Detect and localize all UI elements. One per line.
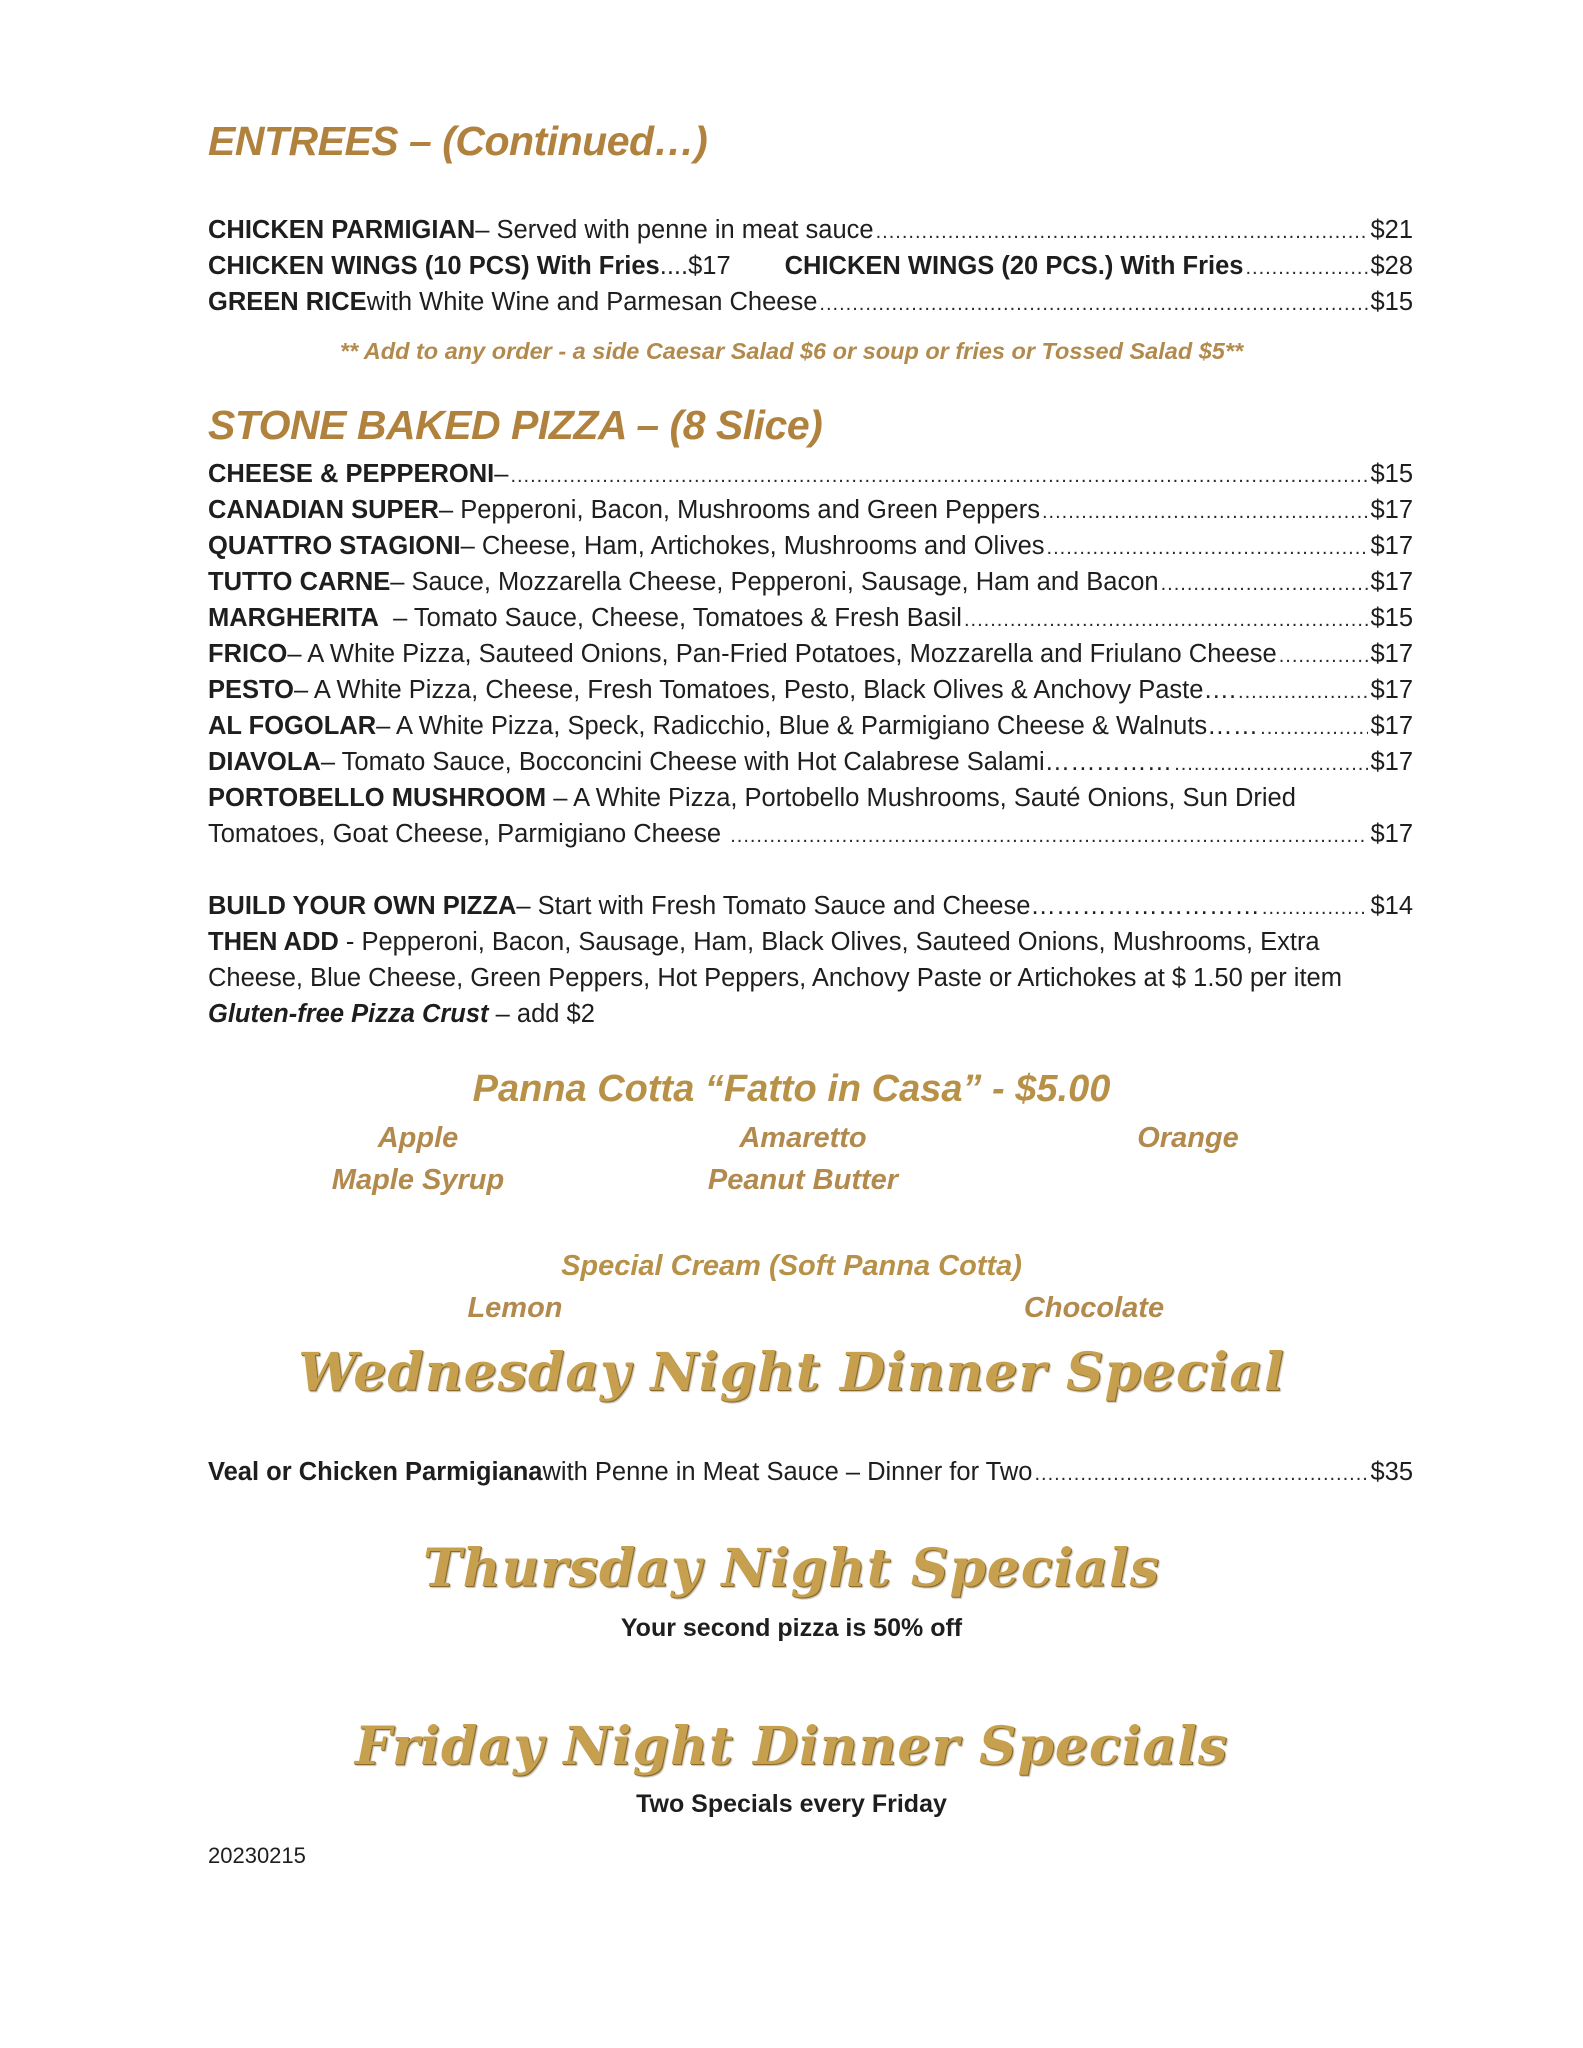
item-desc: – Tomato Sauce, Cheese, Tomatoes & Fresh Basil	[378, 604, 962, 632]
wings-small-name: CHICKEN WINGS (10 PCS) With Fries	[208, 252, 660, 280]
item-name: QUATTRO STAGIONI	[208, 532, 461, 560]
item-price: $17	[1370, 532, 1413, 560]
add-on-note: ** Add to any order - a side Caesar Salad $6 or soup or fries or Tossed Salad $5**	[339, 338, 1244, 364]
dot-leader	[1047, 530, 1369, 566]
wings-small-price: $17	[688, 252, 731, 280]
menu-item-al-fogolar	[208, 708, 1413, 744]
item-name: FRICO	[208, 640, 288, 668]
item-name: Veal or Chicken Parmigiana	[208, 1458, 543, 1486]
item-desc: with White Wine and Parmesan Cheese	[366, 288, 818, 316]
document-code: 20230215	[208, 1843, 306, 1868]
dot-leader	[1262, 890, 1369, 926]
item-price: $17	[1370, 748, 1413, 776]
then-add-text: - Pepperoni, Bacon, Sausage, Ham, Black Olives, Sauteed Onions, Mushrooms, Extra	[338, 928, 1320, 956]
item-desc: – Pepperoni, Bacon, Mushrooms and Green Peppers	[438, 496, 1040, 524]
item-name: CANADIAN SUPER	[208, 496, 439, 524]
item-price: $15	[1370, 460, 1413, 488]
item-price: $15	[1370, 288, 1413, 316]
dot-leader	[1042, 494, 1368, 530]
entrees-heading: ENTREES – (Continued…)	[208, 118, 708, 164]
item-desc: – Tomato Sauce, Bocconcini Cheese with Hot Calabrese Salami……………	[320, 748, 1173, 776]
dot-leader	[1174, 746, 1368, 782]
item-price: $14	[1370, 892, 1413, 920]
wings-large-price: $28	[1370, 252, 1413, 280]
item-name: GREEN RICE	[208, 288, 367, 316]
item-name: BUILD YOUR OWN PIZZA	[208, 892, 517, 920]
menu-item-pesto	[208, 672, 1413, 708]
flavor-maple-syrup: Maple Syrup	[331, 1164, 505, 1196]
item-name: PESTO	[208, 676, 294, 704]
flavor-amaretto: Amaretto	[739, 1122, 867, 1154]
pizza-heading: STONE BAKED PIZZA – (8 Slice)	[208, 402, 823, 448]
dot-leader	[1260, 710, 1368, 746]
flavor-apple: Apple	[377, 1122, 459, 1154]
item-desc: – A White Pizza, Speck, Radicchio, Blue & Parmigiano Cheese & Walnuts……	[376, 712, 1259, 740]
item-desc: – Served with penne in meat sauce	[475, 216, 874, 244]
item-price: $35	[1370, 1458, 1413, 1486]
item-name: AL FOGOLAR	[208, 712, 377, 740]
thursday-title: Thursday Night Specials	[422, 1538, 1161, 1599]
menu-item-green-rice	[208, 284, 1413, 320]
item-price: $17	[1370, 712, 1413, 740]
item-price: $17	[1370, 676, 1413, 704]
item-price: $15	[1370, 604, 1413, 632]
then-add-label: THEN ADD	[208, 928, 339, 956]
menu-item-tutto-carne	[208, 564, 1413, 600]
menu-item-chicken-wings	[208, 248, 1413, 284]
wings-large-name: CHICKEN WINGS (20 PCS.) With Fries	[784, 252, 1244, 280]
menu-item-canadian-super	[208, 492, 1413, 528]
then-add-line2: Cheese, Blue Cheese, Green Peppers, Hot Peppers, Anchovy Paste or Artichokes at $ 1.50 per item	[208, 964, 1342, 992]
menu-item-portobello-line1	[208, 780, 1418, 816]
gluten-free-desc: – add $2	[488, 1000, 595, 1028]
item-desc: – A White Pizza, Cheese, Fresh Tomatoes, Pesto, Black Olives & Anchovy Paste….	[293, 676, 1237, 704]
dot-leader	[1245, 250, 1368, 286]
thursday-subtitle: Your second pizza is 50% off	[620, 1614, 963, 1642]
menu-item-wednesday-special	[208, 1454, 1413, 1490]
item-price: $17	[1370, 496, 1413, 524]
panna-cotta-title: Panna Cotta “Fatto in Casa” - $5.00	[472, 1068, 1111, 1110]
flavor-orange: Orange	[1137, 1122, 1239, 1154]
menu-item-portobello-line2	[208, 816, 1413, 852]
menu-item-build-your-own	[208, 888, 1413, 924]
item-desc: – Cheese, Ham, Artichokes, Mushrooms and Olives	[460, 532, 1045, 560]
dot-leader	[730, 818, 1368, 854]
item-price: $17	[1370, 568, 1413, 596]
item-desc: – A White Pizza, Sauteed Onions, Pan-Fried Potatoes, Mozzarella and Friulano Cheese	[287, 640, 1277, 668]
item-name: CHEESE & PEPPERONI	[208, 460, 495, 488]
item-name: MARGHERITA	[208, 604, 379, 632]
dot-leader	[964, 602, 1368, 638]
flavor-peanut-butter: Peanut Butter	[707, 1164, 899, 1196]
dot-leader	[510, 458, 1368, 494]
menu-item-margherita	[208, 600, 1413, 636]
item-name: DIAVOLA	[208, 748, 321, 776]
item-desc: – Sauce, Mozzarella Cheese, Pepperoni, Sausage, Ham and Bacon	[390, 568, 1159, 596]
dot-leader	[876, 214, 1369, 250]
item-price: $17	[1370, 820, 1413, 848]
menu-item-quattro-stagioni	[208, 528, 1413, 564]
item-price: $21	[1370, 216, 1413, 244]
special-cream-title: Special Cream (Soft Panna Cotta)	[561, 1250, 1022, 1282]
wednesday-title: Wednesday Night Dinner Special	[298, 1342, 1285, 1403]
menu-item-cheese-pepperoni	[208, 456, 1413, 492]
dot-leader	[1161, 566, 1369, 602]
then-add-line1	[208, 924, 1418, 960]
item-desc: – A White Pizza, Portobello Mushrooms, Sauté Onions, Sun Dried	[546, 784, 1296, 812]
menu-item-frico	[208, 636, 1413, 672]
wings-small-dots: ....	[659, 252, 689, 280]
menu-item-chicken-parmigian	[208, 212, 1413, 248]
item-name: PORTOBELLO MUSHROOM	[208, 784, 547, 812]
dot-leader	[819, 286, 1368, 322]
flavor-lemon: Lemon	[467, 1292, 563, 1324]
item-price: $17	[1370, 640, 1413, 668]
item-name: TUTTO CARNE	[208, 568, 391, 596]
gluten-free-line	[208, 996, 1418, 1032]
gluten-free-label: Gluten-free Pizza Crust	[208, 1000, 489, 1028]
item-name: CHICKEN PARMIGIAN	[208, 216, 476, 244]
dot-leader	[1034, 1456, 1368, 1492]
dot-leader	[1238, 674, 1368, 710]
item-desc: –	[494, 460, 509, 488]
flavor-chocolate: Chocolate	[1023, 1292, 1165, 1324]
item-desc: Tomatoes, Goat Cheese, Parmigiano Cheese	[208, 820, 729, 848]
friday-title: Friday Night Dinner Specials	[354, 1716, 1229, 1777]
dot-leader	[1279, 638, 1369, 674]
item-desc: – Start with Fresh Tomato Sauce and Cheese………………………	[516, 892, 1260, 920]
menu-item-diavola	[208, 744, 1413, 780]
friday-subtitle: Two Specials every Friday	[636, 1790, 947, 1818]
item-desc: with Penne in Meat Sauce – Dinner for Two	[542, 1458, 1033, 1486]
